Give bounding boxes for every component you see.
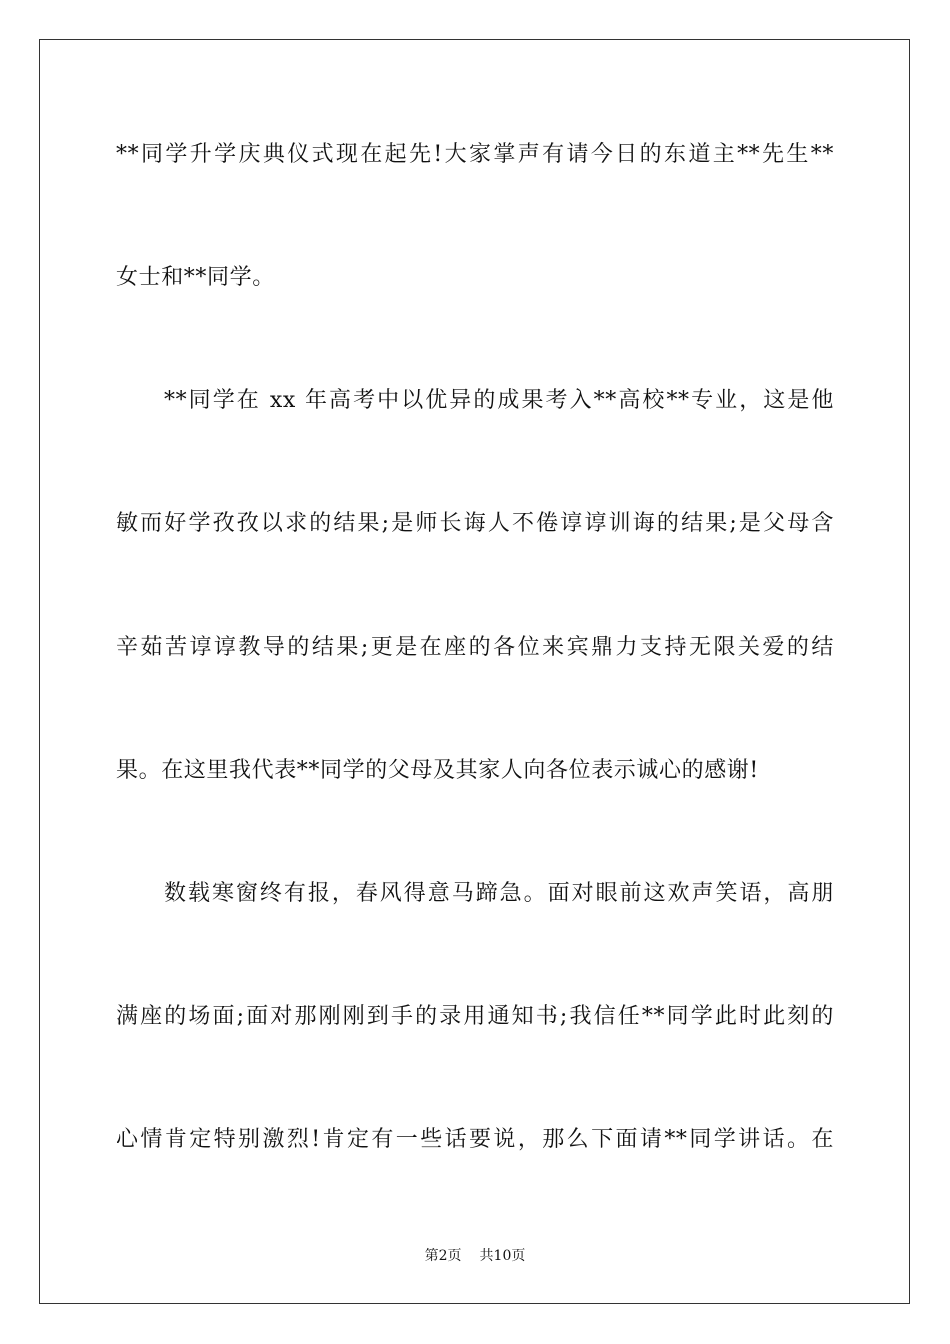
page-footer [0, 1247, 950, 1265]
paragraph-1-line-1: **同学升学庆典仪式现在起先!大家掌声有请今日的东道主**先生** [116, 142, 834, 167]
page-frame [39, 39, 910, 1304]
paragraph-3-line-3: 心情肯定特别激烈!肯定有一些话要说，那么下面请**同学讲话。在 [116, 1127, 834, 1152]
paragraph-2-line-3: 辛茹苦谆谆教导的结果;更是在座的各位来宾鼎力支持无限关爱的结 [116, 635, 834, 660]
page-total: 共10页 [479, 1248, 526, 1264]
paragraph-2-line-2: 敏而好学孜孜以求的结果;是师长诲人不倦谆谆训诲的结果;是父母含 [116, 511, 834, 536]
paragraph-2-line-4: 果。在这里我代表**同学的父母及其家人向各位表示诚心的感谢! [116, 758, 759, 783]
page-number: 第2页 [424, 1248, 462, 1264]
paragraph-3-line-1: 数载寒窗终有报，春风得意马蹄急。面对眼前这欢声笑语，高朋 [164, 881, 834, 906]
paragraph-3-line-2: 满座的场面;面对那刚刚到手的录用通知书;我信任**同学此时此刻的 [116, 1004, 834, 1029]
paragraph-1-line-2: 女士和**同学。 [116, 265, 275, 290]
paragraph-2-line-1: **同学在 xx 年高考中以优异的成果考入**高校**专业，这是他 [164, 388, 834, 413]
